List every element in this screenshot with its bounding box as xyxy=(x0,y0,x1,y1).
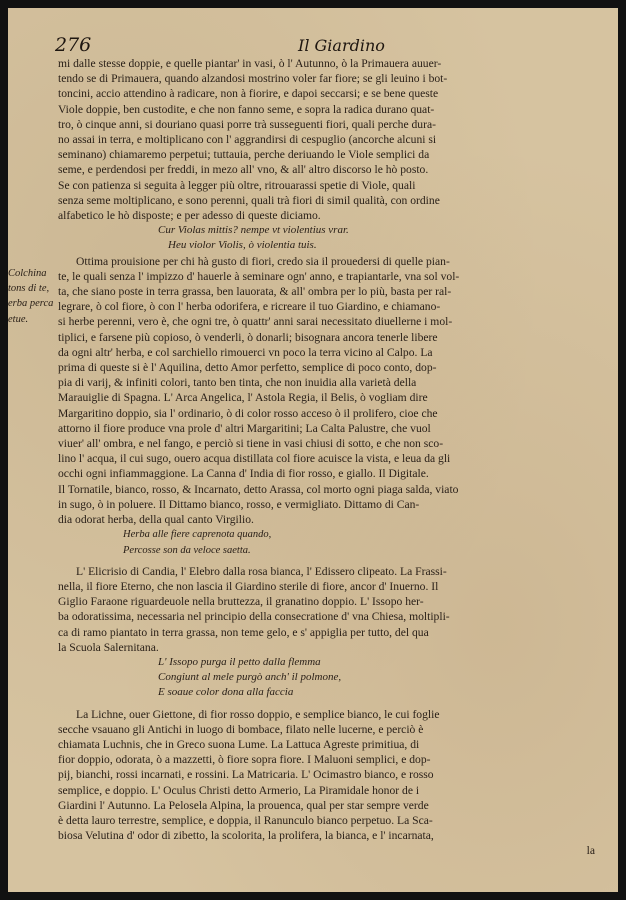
text-line: toncini, accio attendino à radicare, non à fiorire, e dapoi seccarsi; e se bene queste xyxy=(58,87,439,101)
text-line: alfabetico le hò disposte; e per adesso di queste diciamo. xyxy=(58,209,321,223)
paragraph-elicrisio xyxy=(58,564,603,655)
text-line: no assai in terra, e moltiplicano con l' aggrandirsi di cespuglio (ancorche alcuni si xyxy=(58,133,437,147)
text-line: Margaritino doppio, sia l' ordinario, ò di color rosso acceso ò il prolifero, cioe che xyxy=(58,406,438,420)
text-line: ca di ramo piantato in terra grassa, non teme gelo, e s' appiglia per tutto, del qua xyxy=(58,625,429,639)
margin-note: etue. xyxy=(8,313,29,325)
margin-note: tons di te, xyxy=(8,283,50,295)
text-line: seme, e perdendosi per freddi, in mezo all' vno, & all' altro discorso le hò posto. xyxy=(58,163,429,177)
text-line: la Scuola Salernitana. xyxy=(58,640,159,654)
text-line: in sugo, ò in poluere. Il Dittamo bianco, rosso, e vermigliato. Dittamo di Can- xyxy=(58,497,420,511)
text-line: L' Elicrisio di Candia, l' Elebro dalla rosa bianca, l' Edissero clipeato. La Frassi- xyxy=(76,564,447,578)
text-line: senza seme moltiplicano, e sono perenni, quali trà fiori di simil qualità, con ordine xyxy=(58,193,440,207)
verse-line: Heu violor Violis, ò violentia tuis. xyxy=(168,239,317,252)
text-line: pia di varij, & infiniti colori, tanto ben tinta, che non inuidia alla varietà della xyxy=(58,376,417,390)
text-line: ta, che siano poste in terra grassa, ben lauorata, & all' ombra per lo più, basta per ral- xyxy=(58,285,452,299)
text-line: Ottima prouisione per chi hà gusto di fiori, credo sia il prouedersi di quelle pian- xyxy=(76,254,450,268)
text-line: prima di queste si è l' Aquilina, detto Amor perfetto, semplice di poco conto, dop- xyxy=(58,361,437,375)
text-line: tiplici, e farsene più copioso, ò venderli, ò donarli; bisognara ancora tenerle libere xyxy=(58,330,438,344)
text-line: semplice, e doppio. L' Oculus Christi detto Armerio, La Piramidale honor de i xyxy=(58,783,420,797)
text-line: seminano) chiamaremo perpetui; tuttauia, perche deriuando le Viole semplici da xyxy=(58,148,430,162)
text-line: viuer' all' ombra, e nel fango, e perciò si tiene in vasi chiusi di sotto, e che non sco- xyxy=(58,437,444,451)
text-line: La Lichne, ouer Giettone, di fior rosso doppio, e semplice bianco, le cui foglie xyxy=(76,707,440,721)
text-line: chiamata Luchnis, che in Greco suona Lume. La Lattuca Agreste primitiua, di xyxy=(58,737,420,751)
text-line: Marauiglie di Spagna. L' Arca Angelica, l' Astola Regia, il Belis, ò vogliam dire xyxy=(58,391,428,405)
text-line: mi dalle stesse doppie, e quelle piantar' in vasi, ò l' Autunno, ò la Primauera auuer- xyxy=(58,57,442,70)
text-line: legrare, ò col fiore, ò con l' herba odorifera, e ricreare il tuo Giardino, e chiamano- xyxy=(58,300,441,314)
text-line: pij, bianchi, rossi incarnati, e rossini. La Matricaria. L' Ocimastro bianco, e rosso xyxy=(58,768,434,782)
text-line: Viole doppie, ben custodite, e che non fanno seme, e sopra la radica durano quat- xyxy=(58,102,435,116)
text-line: biosa Velutina d' odor di zibetto, la scolorita, la prolifera, la bianca, e l' incarnata, xyxy=(58,829,434,843)
text-line: lino l' acqua, il cui sugo, ouero acqua distillata col fiore acuisce la vista, e leua da gli xyxy=(58,452,451,466)
text-line: attorno il fiore produce vna prole d' altri Margaritini; La Calta Palustre, che vuol xyxy=(58,421,431,435)
text-line: Il Tornatile, bianco, rosso, & Incarnato, detto Arassa, col morto ogni piaga salda, viato xyxy=(58,482,459,496)
margin-note: Colchina xyxy=(8,268,47,279)
text-line: da ogni altr' herba, e col sarchiello rimouerci vn poco la terra vicino al Calpo. La xyxy=(58,345,433,359)
catchword: la xyxy=(586,844,595,858)
text-line: ba odoratissima, necessaria nel principio della consecratione d' vna Chiesa, moltipli- xyxy=(58,610,450,624)
text-line: è detta lauro terrestre, semplice, e doppia, il Ranunculo bianco perpetuo. La Sca- xyxy=(58,813,433,827)
verse-line: Herba alle fiere caprenota quando, xyxy=(123,529,272,541)
text-line: Giardini l' Autunno. La Pelosela Alpina, la prouenca, qual per star sempre verde xyxy=(58,798,429,812)
text-line: si herbe perenni, vero è, che ogni tre, ò quattr' anni sarai necessitato diuellerne i mol- xyxy=(58,315,453,329)
text-line: fior doppio, odorata, ò a mazzetti, ò fiore sopra fiore. I Maluoni semplici, e dop- xyxy=(58,753,431,767)
book-page xyxy=(8,8,618,892)
paragraph-violets xyxy=(58,56,603,223)
text-line: occhi ogni infiammaggione. La Canna d' India di fior rosso, e giallo. Il Digitale. xyxy=(58,467,429,481)
margin-notes xyxy=(8,266,56,327)
text-line: te, le quali senza l' impizzo d' hauerle à seminare ogn' anno, e trapiantarle, vna sol vol- xyxy=(58,269,460,283)
margin-note: erba perca xyxy=(8,298,54,310)
page-number: 276 xyxy=(55,34,92,56)
running-title: Il Giardino xyxy=(298,36,385,55)
verse-line: E soaue color dona alla faccia xyxy=(158,686,294,699)
paragraph-perennials xyxy=(58,254,603,528)
text-line: tendo se di Primauera, quando alzandosi mostrino voler far fiore; se gli leuino i bot- xyxy=(58,72,448,86)
text-line: nella, il fiore Eterno, che non lascia il Giardino sterile di fiore, ancor d' Inuerno. Il xyxy=(58,579,439,593)
text-line: dia odorat herba, della qual canto Virgilio. xyxy=(58,513,254,527)
text-line: Se con patienza si seguita à legger più oltre, ritrouarassi spetie di Viole, quali xyxy=(58,178,416,192)
text-line: tro, ò cinque anni, si douriano quasi porre trà susseguenti fiori, quali perche dura- xyxy=(58,117,436,131)
text-line: Giglio Faraone riguardeuole nella bruttezza, il granatino doppio. L' Issopo her- xyxy=(58,595,424,609)
verse-line: Percosse son da veloce saetta. xyxy=(123,544,251,556)
text-line: secche vsauano gli Antichi in luogo di bombace, filato nelle lucerne, e perciò è xyxy=(58,722,424,736)
text-body xyxy=(58,56,603,859)
paragraph-lichne xyxy=(58,707,603,844)
verse-line: Cur Violas mittis? nempe vt violentius vrar. xyxy=(158,224,349,237)
verse-line: Congiunt al mele purgò anch' il polmone, xyxy=(158,671,342,684)
verse-line: L' Issopo purga il petto dalla flemma xyxy=(158,655,321,668)
